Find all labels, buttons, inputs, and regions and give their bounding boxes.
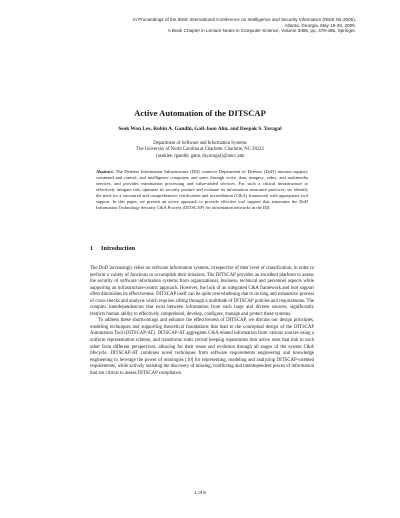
body-paragraph: To address these shortcomings and enhance the effectiveness of DITSCAP, we discuss our design principles, modeling techniques and supporting theoretical foundations that lead to the conceptual design of the DITSCAP Automation Tool (DITSCAP-AT). DITSCAP-AT aggregates C&A related information from various sources using a uniform representation scheme, and transforms static record keeping repositories into active ones that link to each other from different perspectives, allowing for their reuse and evolution through all stages of the system C&A lifecycle. DITSCAP-AT combines novel techniques from software requirements engineering and knowledge engineering to leverage the power of ontologies [10] for representing, modeling and analyzing DITSCAP-oriented requirements, while actively assisting the discovery of missing, conflicting and interdependent pieces of information that are critical to assess DITSCAP compliance.	[90, 318, 314, 376]
section-body	[90, 266, 314, 377]
section-title: Introduction	[101, 245, 136, 252]
publication-note	[56, 17, 356, 34]
abstract-text: The Defense Information Infrastructure (DII) connects Department of Defense (DoD) mission support, command and control, and intelligence computers and users through voice, data, imagery, video, and multimedia services, and provides information processing and value-added services. For such a critical infrastructure to effectively mitigate risk, optimize its security posture and evaluate its information assurance practices, we identify the need for a structured and comprehensive certification and accreditation (C&A) framework with appropriate tool support. In this paper, we present an active approach to provide effective tool support that automates the DoD Information Technology Security C&A Process (DITSCAP) for information networks in the DII.	[96, 169, 308, 210]
paper-title: Active Automation of the DITSCAP	[134, 108, 266, 118]
abstract-lead: Abstract.	[96, 169, 114, 174]
page-number: 1 of 6	[194, 490, 206, 495]
affiliation-emails: {seoklee, rgandhi, gahn, dsyavagal}@uncc.edu	[155, 153, 245, 159]
affiliation-university: The University of North Carolina at Charlotte, Charlotte, NC 28223	[136, 147, 264, 153]
body-paragraph: The DoD increasingly relies on software information systems, irrespective of their level of classification, in order to perform a variety of functions to accomplish their missions. The DITSCAP provides an excellent platform to assess the security of software information systems from organizational, business, technical and personnel aspects while supporting an infrastructure-centric approach. However, the lack of an integrated C&A framework and tool support often diminishes its effectiveness. DITSCAP itself can be quite overwhelming due to its long and exhaustive process of cross-checks and analysis which requires sifting through a multitude of DITSCAP policies and requirements. The complex interdependencies that exist between information from such large and diverse sources, significantly restricts human ability to effectively comprehend, develop, configure, manage and protect these systems.	[90, 266, 314, 317]
publication-note-line: In Proceedings of the IEEE International Conference on Intelligence and Security Informatics (IEEE ISI-2005),	[133, 17, 356, 22]
publication-note-line: Atlanta, Georgia, May 19-20, 2005.	[284, 22, 356, 28]
section-number: 1	[90, 245, 94, 252]
affiliation-department: Department of Software and Information Systems	[153, 141, 247, 146]
paper-authors: Seok Won Lee, Robin A. Gandhi, Gail-Joon Ahn, and Deepak S. Yavagal	[118, 126, 282, 132]
section-heading	[90, 245, 135, 253]
affiliation	[0, 141, 400, 160]
abstract	[96, 169, 308, 211]
publication-note-line: A Book Chapter in Lecture Notes in Computer Science, Volume 3495, pp. 479-485, Springer.	[167, 28, 356, 34]
